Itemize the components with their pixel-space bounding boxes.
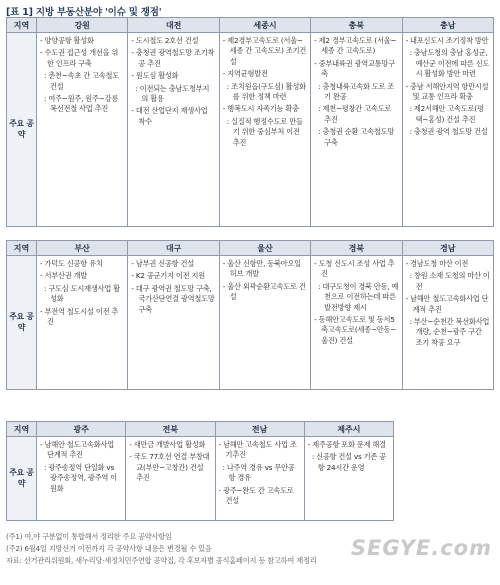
pledge-subitem: : 여주~원주, 원주~강릉 복선전철 사업 추진 — [40, 94, 124, 115]
pledge-item: - 도시철도 2호선 건설 — [131, 36, 215, 46]
region-name: 경북 — [311, 241, 402, 256]
pledge-item: - 내포신도시 조기정착 방안 — [406, 36, 490, 46]
pledge-item: - 대구 광역권 철도망 구축, 국가산단연결 광역철도망 구축 — [131, 284, 215, 315]
pledge-subitem: : 춘천~속초 간 고속철도 건설 — [40, 71, 124, 92]
pledge-subitem: : 이전되는 충남도청부지의 활용 — [131, 84, 215, 105]
region-header-label: 지역 — [7, 241, 37, 256]
pledge-subitem: : 제2서해안 고속도로(평택~홍성) 건설 추진 — [406, 104, 490, 125]
region-header-label: 지역 — [7, 422, 37, 437]
pledge-subitem: : 충청권 순환 고속철도망 구축 — [314, 127, 398, 148]
region-name: 강원 — [37, 18, 128, 33]
pledge-subitem: : 충남도청의 충남 홍성군, 예산군 이전에 따른 신도시 활성화 방안 마련 — [406, 48, 490, 79]
pledge-item: - 충청권 광역철도망 조기착공 추진 — [131, 48, 215, 69]
pledge-item: - 지역균형발전 — [223, 69, 307, 79]
region-name: 울산 — [219, 241, 310, 256]
pledge-subitem: : 구도심 도시재생사업 활성화 — [40, 284, 124, 305]
pledge-item: - 남해안 고속철도 사업 조기추진 — [219, 440, 301, 461]
table-title: [표 1] 지방 부동산분야 '이슈 및 쟁점' — [6, 7, 162, 18]
pledge-item: - 울산 신항만, 동북아오일 허브 개발 — [223, 259, 307, 280]
pledge-item: - K2 공군기지 이전 지원 — [131, 271, 215, 281]
pledge-cell — [37, 437, 126, 521]
pledge-item: - 새만금 개발사업 활성화 — [129, 440, 211, 450]
pledge-subitem: : 신공항 건설 vs 기존 공항 24시간 운영 — [308, 452, 390, 473]
footnote-2: (주2) 6월4일 지방선거 이전까지 각 공약사항 내용은 변경될 수 있음 — [6, 544, 212, 553]
pledge-item: - 울산 외곽순환고속도로 건설 — [223, 282, 307, 303]
footnote-1: (주1) 여,야 구분없이 통합해서 정리한 주요 공약사항임 — [6, 532, 172, 541]
row-label: 주요 공약 — [7, 33, 37, 227]
pledge-item: - 남부권 신공항 건설 — [131, 259, 215, 269]
region-header-label: 지역 — [7, 18, 37, 33]
pledge-subitem: : 부산~순천간 복선화사업 개량, 순천~광주 구간 조기 착공 요구 — [406, 317, 490, 348]
region-name: 대구 — [128, 241, 219, 256]
pledge-cell — [37, 33, 128, 227]
pledge-item: - 부전역 철도시설 이전 추진 — [40, 307, 124, 328]
pledge-cell — [126, 437, 215, 521]
row-label: 주요 공약 — [7, 256, 37, 390]
pledge-item: - 제2경부고속도로 (서울~세종 간 고속도로) 조기건설 — [223, 36, 307, 67]
pledge-item: - 서부산권 개발 — [40, 271, 124, 281]
pledge-cell — [37, 256, 128, 390]
pledge-cell — [311, 33, 402, 227]
pledge-cell — [402, 256, 493, 390]
pledge-subitem: : 창원 소재 도청의 마산 이전 — [406, 271, 490, 292]
pledge-item: - 제주공항 포화 문제 해결 — [308, 440, 390, 450]
pledge-item: - 가덕도 신공항 유치 — [40, 259, 124, 269]
pledge-item: - 수도권 접근성 개선을 위한 인프라 구축 — [40, 48, 124, 69]
pledge-subitem: : 조치원읍(구도심) 활성화를 위한 정책 마련 — [223, 82, 307, 103]
watermark: SEGYE.com — [350, 536, 492, 560]
pledge-row — [7, 256, 494, 390]
region-name: 충남 — [402, 18, 493, 33]
region-name: 제주시 — [304, 422, 393, 437]
pledge-item: - 경남도청 마산 이전 — [406, 259, 490, 269]
pledge-item: - 충남 서해안지역 항만시설 및 교통 인프라 확충 — [406, 82, 490, 103]
row-label: 주요 공약 — [7, 437, 37, 521]
region-name: 대전 — [128, 18, 219, 33]
pledge-item: - 동해안고속도로 및 동서5축고속도로(세종~안동~울진) 건설 — [314, 315, 398, 346]
pledge-row — [7, 33, 494, 227]
pledge-subitem: : 충청내륙고속화 도로 조기 완공 — [314, 82, 398, 103]
pledge-cell — [219, 256, 310, 390]
pledge-item: - 제2 경부고속도로 (서울~세종 간 고속도로) — [314, 36, 398, 57]
pledge-item: - 국도 77호선 연결 부창대교(부안~고창간) 건설 추진 — [129, 452, 211, 483]
pledge-cell — [215, 437, 304, 521]
pledge-row — [7, 437, 394, 521]
pledge-cell — [128, 33, 219, 227]
pledge-item: - 양양공항 활성화 — [40, 36, 124, 46]
region-name: 경남 — [402, 241, 493, 256]
region-table-2 — [6, 240, 494, 390]
header-row — [7, 241, 494, 256]
header-row — [7, 422, 394, 437]
pledge-subitem: : 실질적 행정수도로 만들기 위한 중심부처 이전 추진 — [223, 117, 307, 148]
pledge-item: - 남해안 철도고속화사업 단계적 추진 — [40, 440, 122, 461]
pledge-cell — [304, 437, 393, 521]
pledge-item: - 원도심 활성화 — [131, 71, 215, 81]
pledge-subitem: : 광주송정역 단일화 vs 광주송정역, 광주역 이원화 — [40, 463, 122, 494]
region-table-3 — [6, 421, 394, 521]
pledge-item: - 남해안 철도고속화사업 단계적 추진 — [406, 294, 490, 315]
pledge-cell — [128, 256, 219, 390]
region-name: 부산 — [37, 241, 128, 256]
pledge-subitem: : 대구도청이 경북 안동, 예천으로 이전하는데 따른 발전방향 제시 — [314, 282, 398, 313]
header-row — [7, 18, 494, 33]
pledge-item: - 행복도시 자족기능 확충 — [223, 104, 307, 114]
pledge-item: - 광주~완도 간 고속도로 건설 — [219, 486, 301, 507]
region-name: 전남 — [215, 422, 304, 437]
source-note: 자료: 선거관리위원회, 새누리당·새정치민주연합 공약집, 각 후보자별 공식홈페이지 등 참고하여 재정리 — [6, 556, 317, 565]
region-name: 광주 — [37, 422, 126, 437]
region-name: 세종시 — [219, 18, 310, 33]
region-name: 충북 — [311, 18, 402, 33]
region-name: 전북 — [126, 422, 215, 437]
pledge-subitem: : 충청권 광역 철도망 건설 — [406, 127, 490, 137]
pledge-subitem: : 제천~평창간 고속도로 추진 — [314, 104, 398, 125]
pledge-item: - 대전 산업단지 재생사업 착수 — [131, 106, 215, 127]
region-table-1 — [6, 17, 494, 227]
pledge-item: - 중부내륙권 광역교통망구축 — [314, 59, 398, 80]
pledge-cell — [219, 33, 310, 227]
pledge-item: - 도청 신도시 조성 사업 추진 — [314, 259, 398, 280]
pledge-subitem: : 나주역 경유 vs 무안공항 경유 — [219, 463, 301, 484]
pledge-cell — [402, 33, 493, 227]
pledge-cell — [311, 256, 402, 390]
